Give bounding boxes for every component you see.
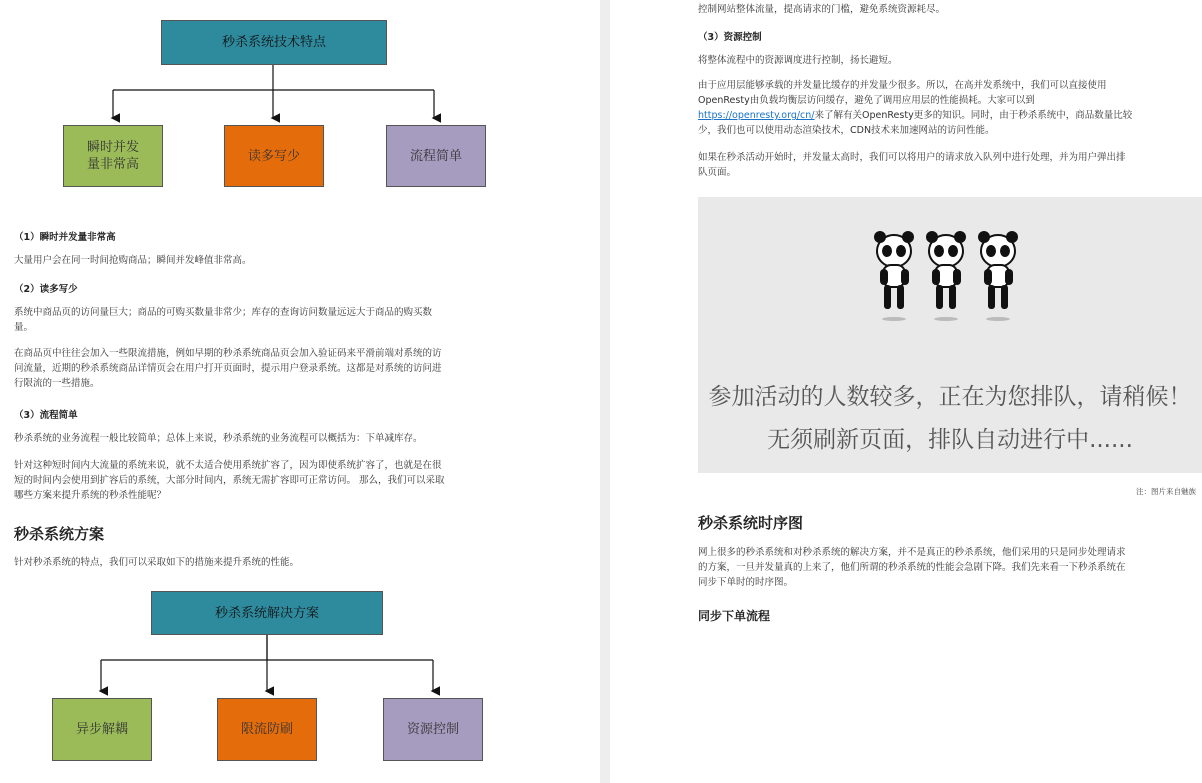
paragraph-line: 控制网站整体流量，提高请求的门槛，避免系统资源耗尽。 [698, 4, 946, 15]
paragraph-line: 问流量，近期的秒杀系统商品详情页会在用户打开页面时，提示用户登录系统。这都是对系统的访问进 [14, 363, 442, 374]
paragraph-line: 在商品页中往往会加入一些限流措施，例如早期的秒杀系统商品页会加入验证码来平滑前端对系统的访 [14, 348, 442, 359]
section-heading-simple-flow: （3）流程简单 [14, 410, 78, 421]
paragraph-line: 针对这种短时间内大流量的系统来说，就不太适合使用系统扩容了，因为即使系统扩容了，也就是在很 [14, 460, 442, 471]
paragraph-line: 同步下单时的时序图。 [698, 577, 794, 588]
paragraph-line: 量。 [14, 322, 34, 333]
section-title-sequence: 秒杀系统时序图 [698, 514, 804, 532]
image-caption: 注：图片来自魅族 [1136, 487, 1196, 496]
paragraph-line: 哪些方案来提升系统的秒杀性能呢？ [14, 490, 167, 501]
section-heading-resource-control: （3）资源控制 [698, 32, 762, 43]
paragraph-line: 队页面。 [698, 167, 737, 178]
diagram-connectors [0, 0, 600, 783]
paragraph-line: OpenResty由负载均衡层访问缓存，避免了调用应用层的性能损耗。大家可以到 [698, 95, 1035, 106]
openresty-link[interactable]: https://openresty.org/cn/ [698, 110, 815, 121]
right-page [610, 0, 1202, 783]
paragraph: 针对秒杀系统的特点，我们可以采取如下的措施来提升系统的性能。 [14, 557, 300, 568]
paragraph-line [698, 109, 1132, 123]
diagram-box-rate-limit: 限流防刷 [217, 698, 317, 761]
paragraph: 将整体流程中的资源调度进行控制，扬长避短。 [698, 55, 898, 66]
diagram-title-box: 秒杀系统解决方案 [151, 591, 383, 635]
diagram-box-read-more: 读多写少 [224, 125, 324, 187]
paragraph-line: 的方案，一旦并发量真的上来了，他们所谓的秒杀系统的性能会急剧下降。我们先来看一下秒杀系统在 [698, 562, 1126, 573]
paragraph-line: 系统中商品页的访问量巨大；商品的可购买数量非常少；库存的查询访问数量远远大于商品的购买数 [14, 307, 433, 318]
paragraph-line: 行限流的一些措施。 [14, 378, 100, 389]
paragraph-line: 少，我们也可以使用动态渲染技术，CDN技术来加速网站的访问性能。 [698, 125, 995, 136]
paragraph-line: 短的时间内会使用到扩容后的系统，大部分时间内，系统无需扩容即可正常访问。 那么，我们可以采取 [14, 475, 445, 486]
left-page [0, 0, 600, 783]
diagram-box-simple-flow: 流程简单 [386, 125, 486, 187]
queue-page-image [698, 197, 1202, 473]
paragraph-line: 由于应用层能够承载的并发量比缓存的并发量少很多。所以，在高并发系统中，我们可以直接使用 [698, 80, 1107, 91]
queue-message-line-2: 无须刷新页面，排队自动进行中...... [767, 427, 1133, 453]
section-title-solution: 秒杀系统方案 [14, 525, 105, 543]
paragraph-line: 如果在秒杀活动开始时，并发量太高时，我们可以将用户的请求放入队列中进行处理，并为用户弹出排 [698, 152, 1126, 163]
diagram-box-resource-control: 资源控制 [383, 698, 483, 761]
diagram-title-box: 秒杀系统技术特点 [161, 20, 387, 65]
panda-icon [698, 197, 1202, 337]
subsection-title-sync-order: 同步下单流程 [698, 609, 771, 623]
paragraph-text: 来了解有关OpenResty更多的知识。同时，由于秒杀系统中，商品数量比较 [814, 110, 1133, 121]
paragraph-line: 网上很多的秒杀系统和对秒杀系统的解决方案，并不是真正的秒杀系统，他们采用的只是同步处理请求 [698, 547, 1126, 558]
paragraph: 秒杀系统的业务流程一般比较简单；总体上来说，秒杀系统的业务流程可以概括为：下单减库存。 [14, 433, 423, 444]
diagram-box-high-concurrency: 瞬时并发 量非常高 [63, 125, 163, 187]
section-heading-read-more: （2）读多写少 [14, 284, 78, 295]
queue-message-line-1: 参加活动的人数较多，正在为您排队，请稍候！ [708, 384, 1192, 410]
section-heading-high-concurrency: （1）瞬时并发量非常高 [14, 232, 116, 243]
paragraph: 大量用户会在同一时间抢购商品；瞬间并发峰值非常高。 [14, 255, 252, 266]
diagram-box-async: 异步解耦 [52, 698, 152, 761]
